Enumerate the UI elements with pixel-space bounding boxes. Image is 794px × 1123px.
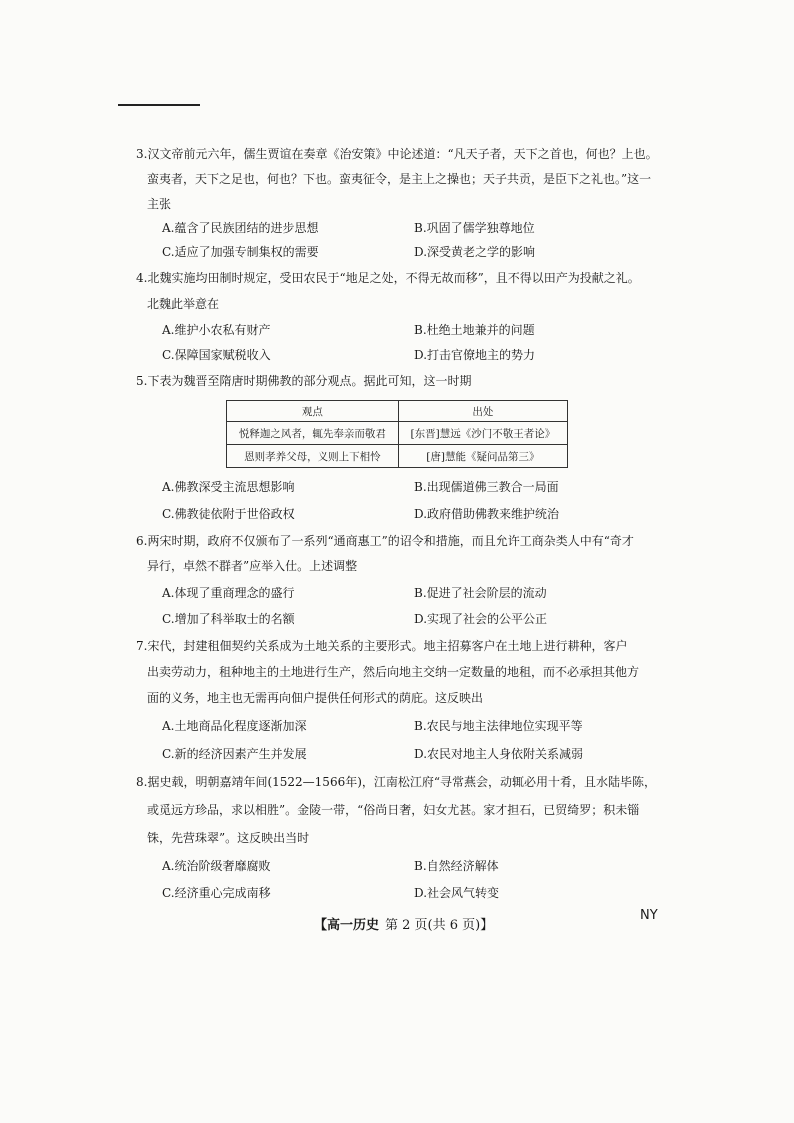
q8-option-b: B.自然经济解体 xyxy=(414,859,499,873)
q3-option-a: A.蕴含了民族团结的进步思想 xyxy=(162,221,319,235)
table-header-viewpoint: 观点 xyxy=(227,401,399,422)
footer-page-number: 第 2 页(共 6 页)】 xyxy=(385,918,494,933)
q6-line-1: 6.两宋时期，政府不仅颁布了一系列“通商惠工”的诏令和措施，而且允许工商杂类人中有“奇才 xyxy=(136,534,634,548)
q7-option-a: A.土地商品化程度逐渐加深 xyxy=(162,719,307,733)
q7-line-3: 面的义务，地主也无需再向佃户提供任何形式的荫庇。这反映出 xyxy=(147,691,484,705)
q7-option-b: B.农民与地主法律地位实现平等 xyxy=(414,719,583,733)
table-cell: [东晋]慧远《沙门不敬王者论》 xyxy=(398,422,567,445)
q4-option-b: B.杜绝土地兼并的问题 xyxy=(414,323,535,337)
q3-option-b: B.巩固了儒学独尊地位 xyxy=(414,221,535,235)
q6-line-2: 异行，卓然不群者”应举入仕。上述调整 xyxy=(147,559,358,573)
table-row xyxy=(227,422,568,445)
page-footer xyxy=(314,914,493,933)
q6-option-a: A.体现了重商理念的盛行 xyxy=(162,586,295,600)
q8-option-a: A.统治阶级奢靡腐败 xyxy=(162,859,271,873)
q3-option-d: D.深受黄老之学的影响 xyxy=(414,245,536,259)
q5-line-1: 5.下表为魏晋至隋唐时期佛教的部分观点。据此可知，这一时期 xyxy=(136,374,472,388)
q6-option-d: D.实现了社会的公平公正 xyxy=(414,612,548,626)
footer-title: 【高一历史 xyxy=(314,918,380,933)
q4-option-a: A.维护小农私有财产 xyxy=(162,323,271,337)
q5-source-table xyxy=(226,400,568,468)
q5-option-c: C.佛教徒依附于世俗政权 xyxy=(162,507,295,521)
q3-option-c: C.适应了加强专制集权的需要 xyxy=(162,245,319,259)
table-row xyxy=(227,445,568,468)
table-header-source: 出处 xyxy=(398,401,567,422)
q4-option-d: D.打击官僚地主的势力 xyxy=(414,348,536,362)
q3-line-3: 主张 xyxy=(147,197,172,211)
q4-option-c: C.保障国家赋税收入 xyxy=(162,348,271,362)
q5-option-d: D.政府借助佛教来维护统治 xyxy=(414,507,560,521)
q6-option-c: C.增加了科举取士的名额 xyxy=(162,612,295,626)
q5-option-a: A.佛教深受主流思想影响 xyxy=(162,480,295,494)
q7-line-1: 7.宋代，封建租佃契约关系成为土地关系的主要形式。地主招募客户在土地上进行耕种，客户 xyxy=(136,639,628,653)
q7-option-d: D.农民对地主人身依附关系减弱 xyxy=(414,747,584,761)
table-cell: 悦释迦之风者，辄先奉亲而敬君 xyxy=(227,422,399,445)
paper-code: NY xyxy=(640,908,658,923)
q8-option-d: D.社会风气转变 xyxy=(414,886,500,900)
q3-line-1: 3.汉文帝前元六年，儒生贾谊在奏章《治安策》中论述道：“凡天子者，天下之首也，何也？上也。 xyxy=(136,147,658,161)
q6-option-b: B.促进了社会阶层的流动 xyxy=(414,586,547,600)
q8-line-1: 8.据史载，明朝嘉靖年间(1522—1566年)，江南松江府“寻常燕会，动辄必用十肴，且水陆毕陈， xyxy=(136,775,657,789)
q4-line-2: 北魏此举意在 xyxy=(147,297,220,311)
q7-line-2: 出卖劳动力，租种地主的土地进行生产，然后向地主交纳一定数量的地租，而不必承担其他方 xyxy=(147,665,640,679)
q4-line-1: 4.北魏实施均田制时规定，受田农民于“地足之处，不得无故而移”，且不得以田产为投献之礼。 xyxy=(136,271,640,285)
q7-option-c: C.新的经济因素产生并发展 xyxy=(162,747,307,761)
q8-line-2: 或觅远方珍品，求以相胜”。金陵一带，“俗尚日奢，妇女尤甚。家才担石，已贸绮罗；积未锱 xyxy=(147,803,640,817)
q8-option-c: C.经济重心完成南移 xyxy=(162,886,271,900)
q8-line-3: 铢，先营珠翠”。这反映出当时 xyxy=(147,831,310,845)
table-header-row xyxy=(227,401,568,422)
q3-line-2: 蛮夷者，天下之足也，何也？下也。蛮夷征令，是主上之操也；天子共贡，是臣下之礼也。”这一 xyxy=(147,172,652,186)
table-cell: 恩则孝养父母，义则上下相怜 xyxy=(227,445,399,468)
table-cell: [唐]慧能《疑问品第三》 xyxy=(398,445,567,468)
q5-option-b: B.出现儒道佛三教合一局面 xyxy=(414,480,559,494)
